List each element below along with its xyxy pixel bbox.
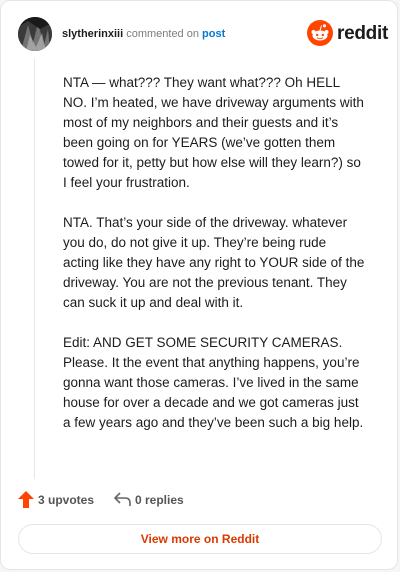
comment-paragraph-3: Edit: AND GET SOME SECURITY CAMERAS. Please. It the event that anything happens, you’re gonna want those cameras. I’ve lived in the same house for over a decade and we got cameras just a few years ago and they’ve been such a big help.	[63, 335, 364, 430]
comment-meta	[62, 27, 225, 41]
username[interactable]: slytherinxiii	[62, 28, 124, 40]
upvote-arrow-icon	[18, 491, 34, 508]
comment-header	[18, 17, 388, 51]
reddit-logo-icon	[307, 20, 333, 46]
comment-paragraph-1: NTA — what??? They want what??? Oh HELL NO. I’m heated, we have driveway arguments with most of my neighbors and their guests and it’s been going on for YEARS (we’ve gotten them towed for it, petty but how else will they learn?) so I feel your frustration.	[63, 75, 364, 190]
thread-line	[34, 59, 35, 479]
upvote-count: 3 upvotes	[38, 493, 95, 507]
reply-icon	[114, 491, 131, 507]
avatar[interactable]	[18, 17, 52, 51]
post-link[interactable]: post	[202, 28, 226, 40]
comment-paragraph-2: NTA. That’s your side of the driveway. whatever you do, do not give it up. They’re being rude acting like they have any right to YOUR side of the driveway. You are not the previous tenant. They can suck it up and deal with it.	[63, 215, 365, 310]
reply-count: 0 replies	[135, 493, 184, 507]
commented-label: commented on	[126, 28, 199, 40]
comment-body	[63, 73, 365, 453]
reddit-wordmark: reddit	[337, 23, 388, 44]
reddit-logo[interactable]	[307, 20, 388, 48]
view-more-button[interactable]: View more on Reddit	[18, 524, 382, 554]
